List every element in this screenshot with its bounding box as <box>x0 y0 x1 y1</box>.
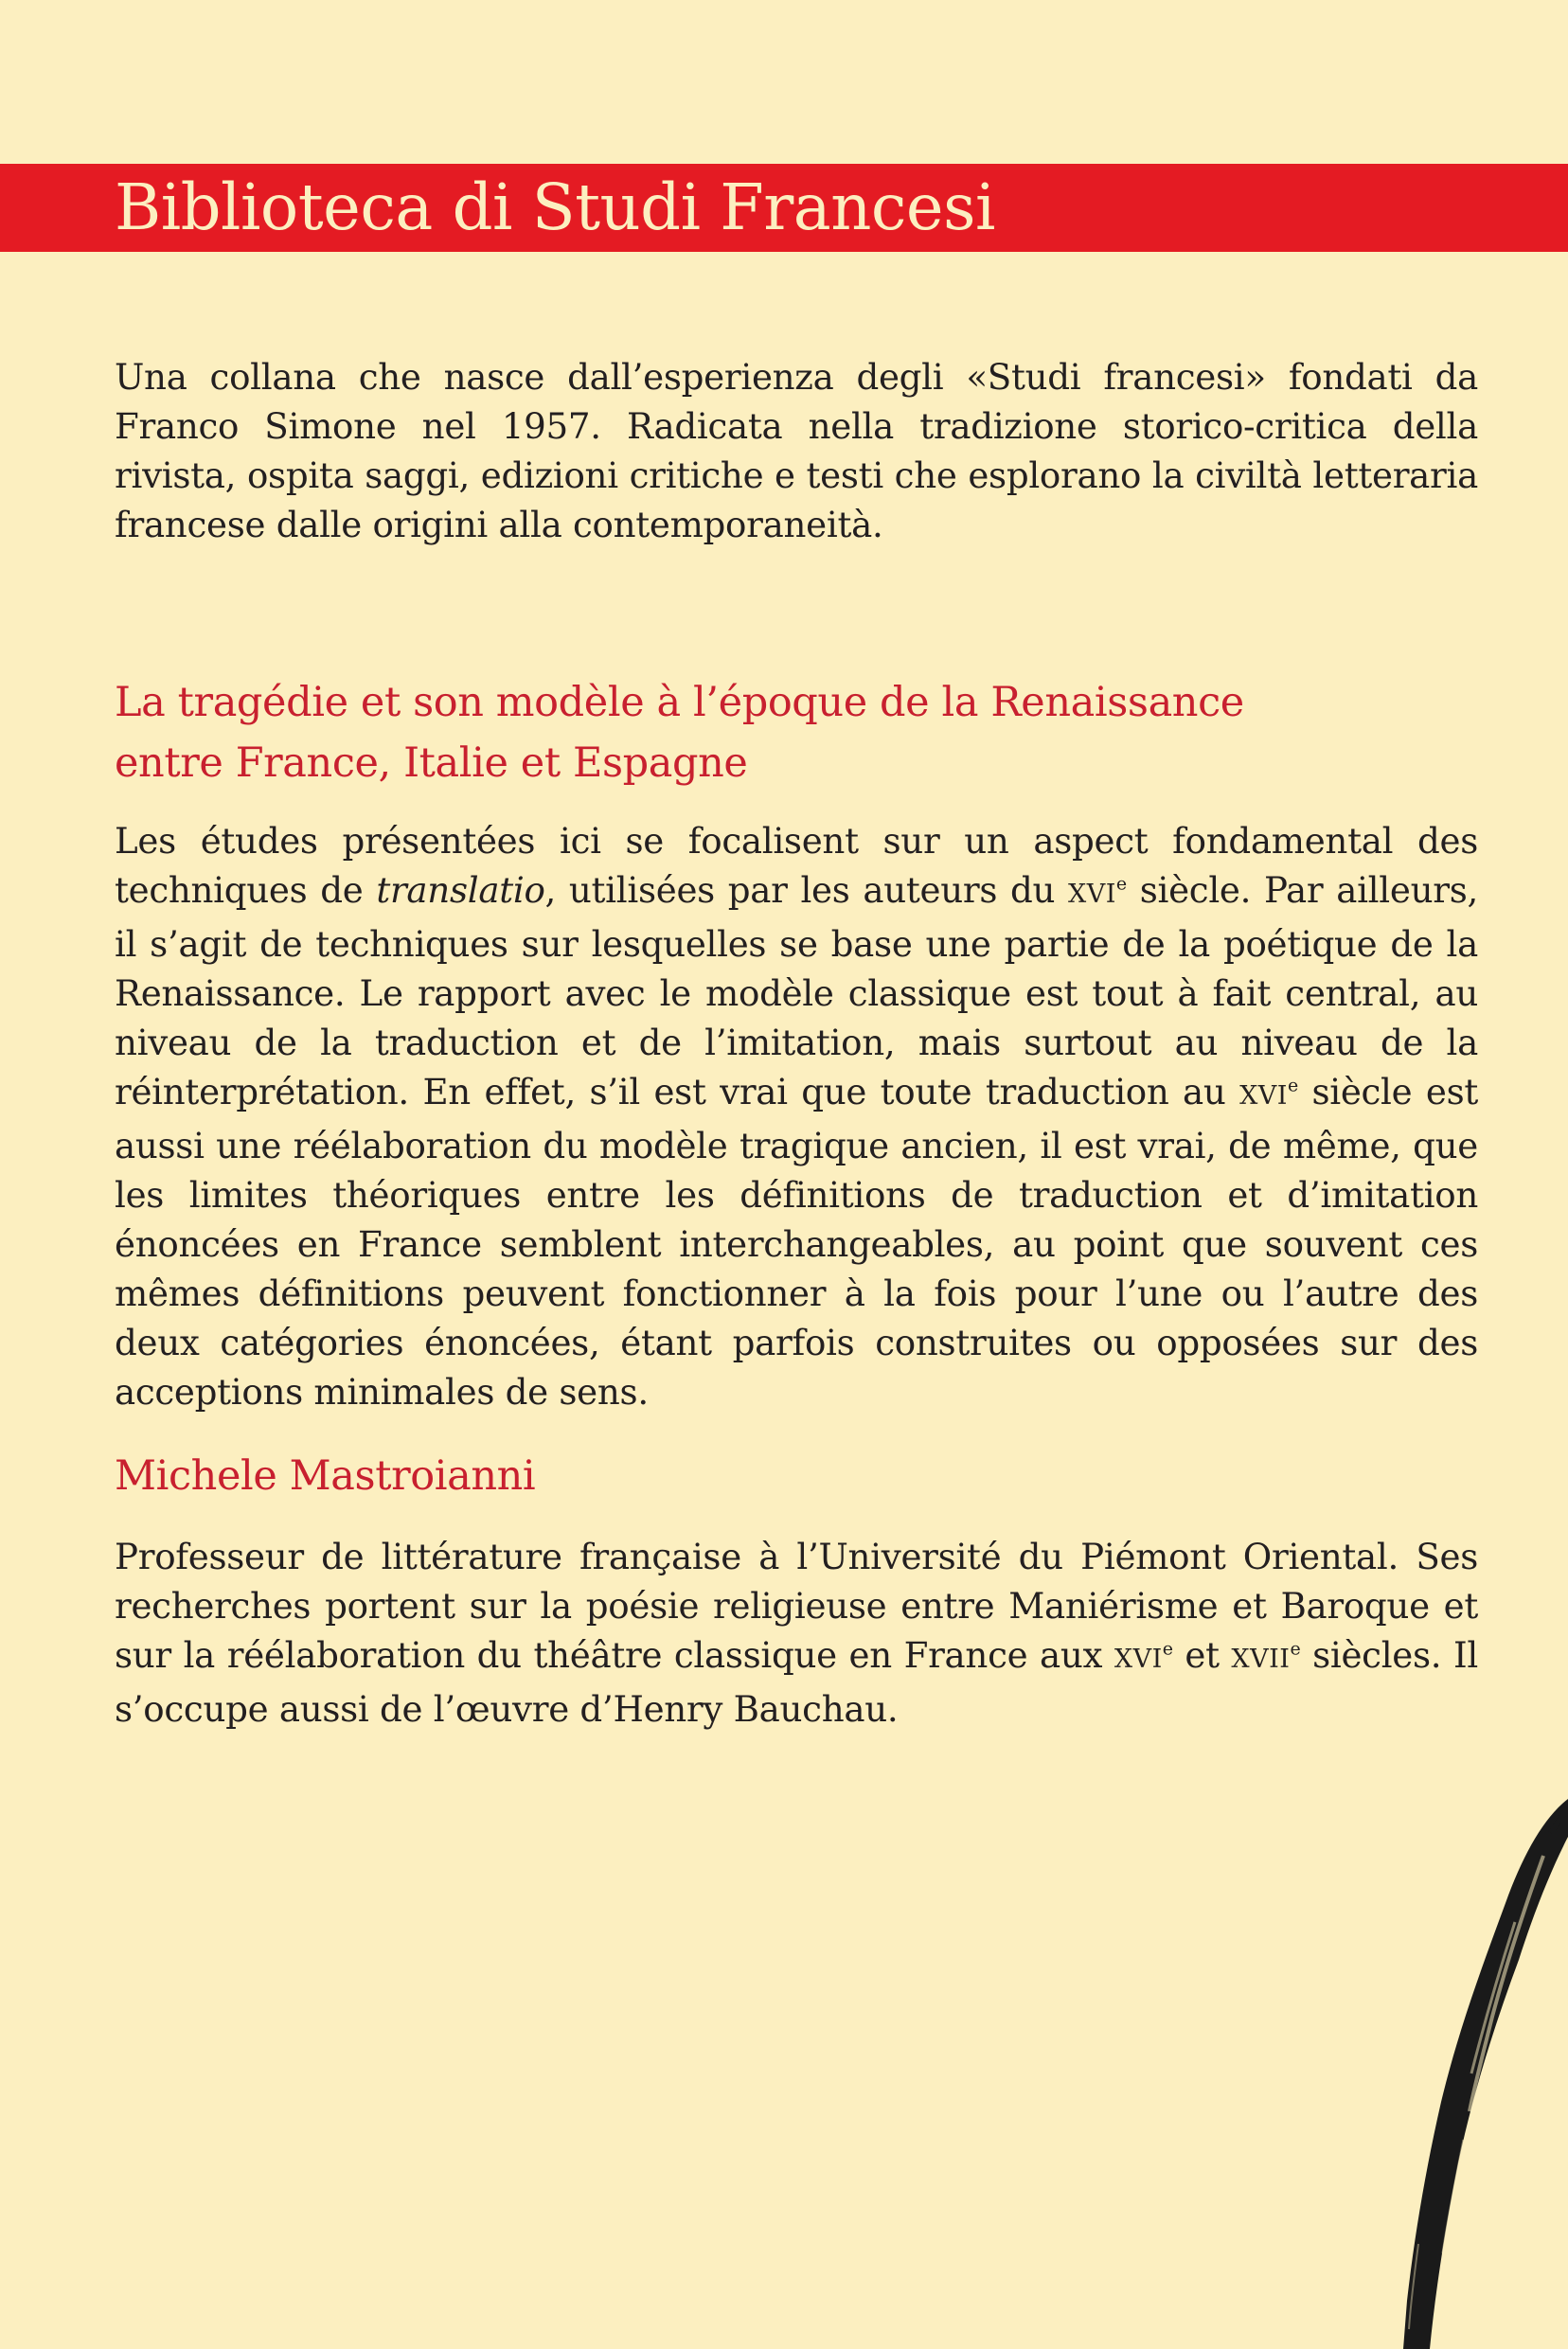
book-title-line-2: entre France, Italie et Espagne <box>115 739 748 787</box>
bio-part-2: et <box>1185 1634 1220 1676</box>
bio-century-2-sup: e <box>1290 1638 1301 1660</box>
bio-part-3: siècles. Il s’occupe aussi de l’œuvre d’Henry Bauchau. <box>115 1634 1478 1730</box>
brush-stroke-icon <box>1401 1799 1568 2349</box>
desc-century-1: XVI <box>1068 880 1116 909</box>
desc-century-2: XVI <box>1239 1081 1288 1111</box>
author-bio-text <box>115 1532 1478 1734</box>
desc-part-5: siècle est aussi une réélaboration du modèle tragique ancien, il est vrai, de même, que les limites théoriques entre les définitions de traduction et d’imitation énoncées en France semblent interchangeables, au point que souvent ces mêmes définitions peuvent fonctionner à la fois pour l’une ou l’autre des deux catégories énoncées, étant parfois construites ou opposées sur des acceptions minimales de sens. <box>115 1071 1478 1413</box>
book-title <box>115 672 1478 793</box>
desc-part-3: , utilisées par les auteurs du <box>544 869 1056 911</box>
series-intro <box>115 352 1478 549</box>
desc-part-1: Les études présentées ici se focalisent sur un aspect fondamental des techniques de <box>115 820 1478 911</box>
bio-century-1-sup: e <box>1162 1638 1173 1660</box>
desc-translatio: translatio <box>376 869 545 911</box>
desc-part-4: siècle. Par ailleurs, il s’agit de techniques sur lesquelles se base une partie de la poétique de la Renaissance. Le rapport avec le modèle classique est tout à fait central, au niveau de la traduction et de l’imitation, mais surtout au niveau de la réinterprétation. En effet, s’il est vrai que toute traduction au <box>115 869 1478 1112</box>
series-title: Biblioteca di Studi Francesi <box>115 170 995 244</box>
book-description <box>115 816 1478 1416</box>
bio-century-2: XVII <box>1231 1645 1291 1674</box>
series-band <box>0 164 1568 252</box>
book-description-text <box>115 816 1478 1416</box>
desc-century-2-sup: e <box>1287 1075 1298 1096</box>
author-heading <box>115 1446 1478 1506</box>
series-intro-text: Una collana che nasce dall’esperienza degli «Studi francesi» fondati da Franco Simone nel 1957. Radicata nella tradizione storico-critica della rivista, ospita saggi, edizioni critiche e testi che esplorano la civiltà letteraria francese dalle origini alla contemporaneità. <box>115 356 1478 545</box>
author-bio <box>115 1532 1478 1734</box>
author-name: Michele Mastroianni <box>115 1452 536 1500</box>
bio-century-1: XVI <box>1114 1645 1163 1674</box>
book-title-line-1: La tragédie et son modèle à l’époque de la Renaissance <box>115 679 1244 726</box>
bio-part-1: Professeur de littérature française à l’Université du Piémont Oriental. Ses recherches portent sur la poésie religieuse entre Maniérisme et Baroque et sur la réélaboration du théâtre classique en France aux <box>115 1536 1478 1676</box>
desc-century-1-sup: e <box>1115 873 1127 895</box>
